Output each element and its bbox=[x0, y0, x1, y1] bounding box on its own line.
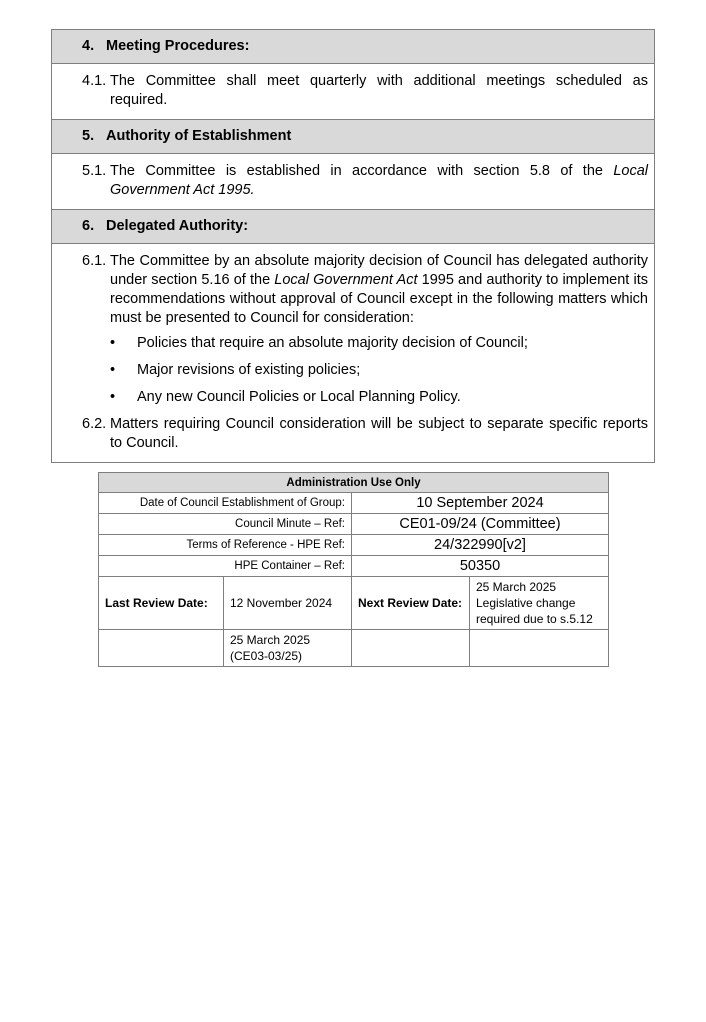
section-heading-meeting-procedures: 4. Meeting Procedures: bbox=[52, 30, 654, 64]
last-review-label: Last Review Date: bbox=[99, 577, 224, 630]
table-row bbox=[99, 577, 609, 630]
table-row bbox=[99, 473, 609, 493]
terms-sections bbox=[51, 29, 655, 463]
list-item: • Any new Council Policies or Local Planning Policy. bbox=[110, 388, 648, 407]
next-review-label: Next Review Date: bbox=[352, 577, 470, 630]
section-heading-authority-of-establishment: 5. Authority of Establishment bbox=[52, 120, 654, 154]
table-row bbox=[99, 493, 609, 514]
list-item: • Major revisions of existing policies; bbox=[110, 361, 648, 380]
review-history-value: 25 March 2025 (CE03-03/25) bbox=[224, 630, 352, 667]
last-review-value: 12 November 2024 bbox=[224, 577, 352, 630]
row-value: CE01-09/24 (Committee) bbox=[352, 514, 609, 535]
section-body-meeting-procedures bbox=[52, 64, 654, 120]
list-item: • Policies that require an absolute majority decision of Council; bbox=[110, 334, 648, 353]
admin-table-title: Administration Use Only bbox=[99, 473, 609, 493]
bullet-list bbox=[110, 334, 648, 407]
table-row bbox=[99, 514, 609, 535]
empty-cell bbox=[99, 630, 224, 667]
clause-6-1: 6.1. The Committee by an absolute majority decision of Council has delegated authority under section 5.16 of the Local Government Act 1995 and authority to implement its recommendations without approval of Council except in the following matters which must be presented to Council for consideration: bbox=[82, 253, 648, 326]
empty-cell bbox=[352, 630, 470, 667]
row-label: Date of Council Establishment of Group: bbox=[99, 493, 352, 514]
table-row bbox=[99, 630, 609, 667]
table-row bbox=[99, 556, 609, 577]
row-value: 50350 bbox=[352, 556, 609, 577]
next-review-value: 25 March 2025 Legislative change required due to s.5.12 bbox=[470, 577, 609, 630]
row-label: Terms of Reference - HPE Ref: bbox=[99, 535, 352, 556]
empty-cell bbox=[470, 630, 609, 667]
section-heading-delegated-authority: 6. Delegated Authority: bbox=[52, 210, 654, 244]
section-body-delegated-authority bbox=[52, 244, 654, 462]
row-value: 10 September 2024 bbox=[352, 493, 609, 514]
table-row bbox=[99, 535, 609, 556]
row-value: 24/322990[v2] bbox=[352, 535, 609, 556]
row-label: HPE Container – Ref: bbox=[99, 556, 352, 577]
section-body-authority-of-establishment bbox=[52, 154, 654, 210]
clause-4-1: 4.1. The Committee shall meet quarterly with additional meetings scheduled as required. bbox=[82, 73, 648, 108]
clause-5-1: 5.1. The Committee is established in accordance with section 5.8 of the Local Government Act 1995. bbox=[82, 163, 648, 198]
row-label: Council Minute – Ref: bbox=[99, 514, 352, 535]
administration-table bbox=[98, 472, 609, 667]
clause-6-2: 6.2. Matters requiring Council consideration will be subject to separate specific reports to Council. bbox=[82, 416, 648, 451]
